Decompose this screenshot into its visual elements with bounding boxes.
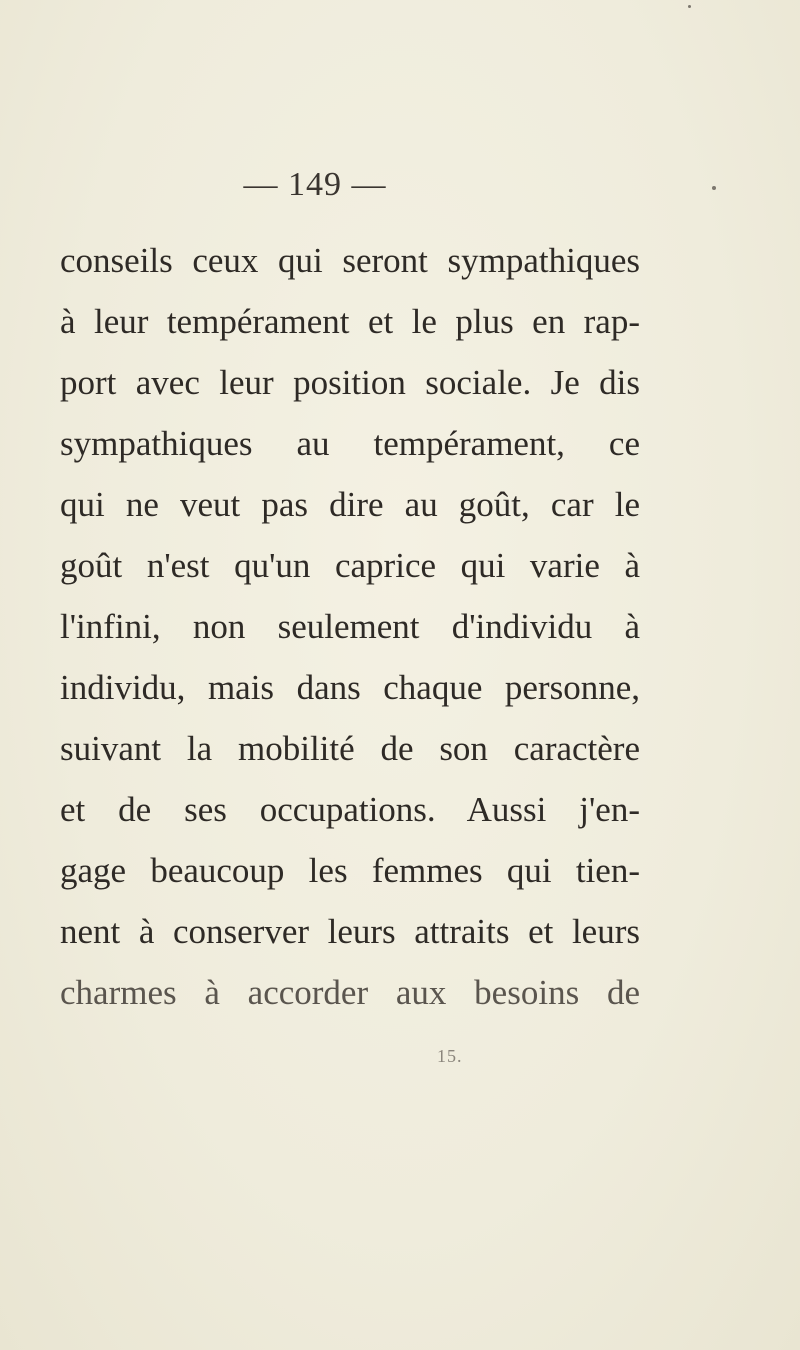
body-text — [60, 238, 640, 1031]
text-line: goût n'est qu'un caprice qui varie à — [60, 546, 640, 585]
text-line: gage beaucoup les femmes qui tien- — [60, 851, 640, 890]
text-line: suivant la mobilité de son caractère — [60, 729, 640, 768]
paper-speck — [688, 5, 691, 8]
text-line: nent à conserver leurs attraits et leurs — [60, 912, 640, 951]
paper-speck — [712, 186, 716, 190]
text-line: port avec leur position sociale. Je dis — [60, 363, 640, 402]
text-line: l'infini, non seulement d'individu à — [60, 607, 640, 646]
text-line: sympathiques au tempérament, ce — [60, 424, 640, 463]
text-line: charmes à accorder aux besoins de — [60, 973, 640, 1012]
text-line: et de ses occupations. Aussi j'en- — [60, 790, 640, 829]
text-line: qui ne veut pas dire au goût, car le — [60, 485, 640, 524]
text-line: individu, mais dans chaque personne, — [60, 668, 640, 707]
signature-mark: 15. — [437, 1046, 463, 1066]
text-line: conseils ceux qui seront sympathiques — [60, 241, 640, 280]
text-line: à leur tempérament et le plus en rap- — [60, 302, 640, 341]
page-number: — 149 — — [243, 166, 387, 203]
